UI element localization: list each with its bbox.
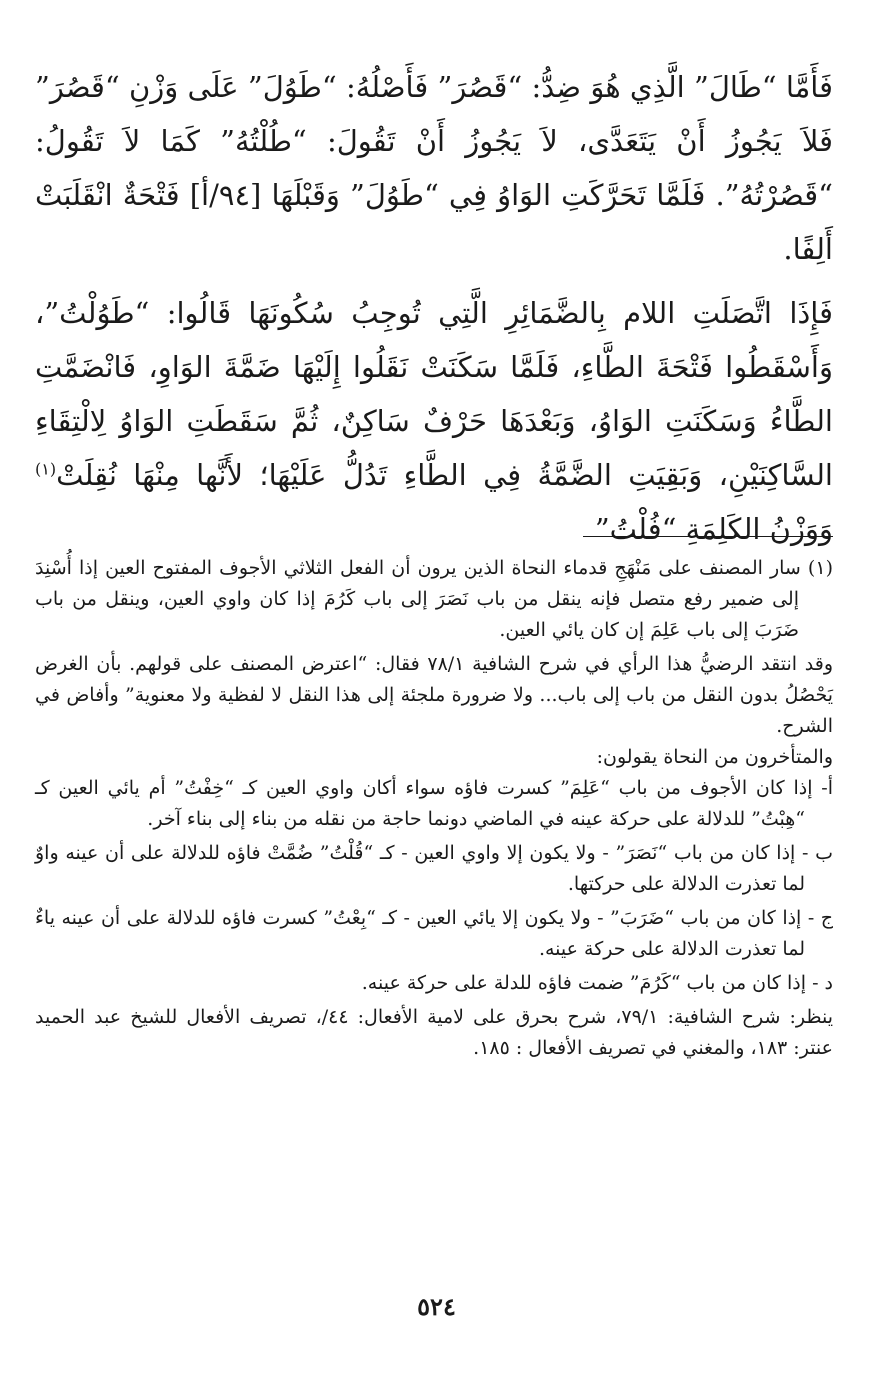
footnote-item-c: ج - إذا كان من باب “ضَرَبَ” - ولا يكون إلا يائي العين - كـ “بِعْتُ” كسرت فاؤه للدلالة على أن عينه ياءٌ لما تعذرت الدلالة على حركة عينه. bbox=[35, 907, 833, 960]
footnote-separator bbox=[583, 536, 833, 537]
footnote-later-grammarians: والمتأخرون من النحاة يقولون: bbox=[596, 746, 833, 768]
page-number: ٥٢٤ bbox=[417, 1292, 456, 1321]
footnote-sources: ينظر: شرح الشافية: ٧٩/١، شرح بحرق على لامية الأفعال: ٤٤/، تصريف الأفعال للشيخ عبد الحميد عنتر: ١٨٣، والمغني في تصريف الأفعال : ١٨٥. bbox=[35, 1006, 833, 1059]
footnotes bbox=[35, 553, 833, 1064]
footnote-item-d: د - إذا كان من باب “كَرُمَ” ضمت فاؤه للدلة على حركة عينه. bbox=[361, 972, 833, 994]
main-paragraph-2-body: فَإِذَا اتَّصَلَتِ اللام بِالضَّمَائِرِ الَّتِي تُوجِبُ سُكُونَهَا قَالُوا: “طَوُلْتُ”، وَأَسْقَطُوا فَتْحَةَ الطَّاءِ، فَلَمَّا سَكَنَتْ نَقَلُوا إِلَيْهَا ضَمَّةَ الوَاوِ، فَانْضَمَّتِ الطَّاءُ وَسَكَنَتِ الوَاوُ، وَبَعْدَهَا حَرْفٌ سَاكِنٌ، ثُمَّ سَقَطَتِ الوَاوُ لِالْتِقَاءِ السَّاكِنَيْنِ، وَبَقِيَتِ الضَّمَّةُ فِي الطَّاءِ تَدُلُّ عَلَيْهَا؛ لأَنَّها مِنْهَا نُقِلَتْ bbox=[35, 296, 833, 492]
footnote-reference: (١) bbox=[35, 459, 57, 479]
footnote-1: (١) سار المصنف على مَنْهَجِ قدماء النحاة الذين يرون أن الفعل الثلاثي الأجوف المفتوح العين إذا أُسْنِدَ إلى ضمير رفع متصل فإنه ينقل من باب نَصَرَ إلى باب كَرُمَ إذا كان واوي العين، وينقل من باب ضَرَبَ إلى باب عَلِمَ إن كان يائي العين. bbox=[35, 557, 833, 641]
footnote-critique: وقد انتقد الرضيُّ هذا الرأي في شرح الشافية ٧٨/١ فقال: “اعترض المصنف على قولهم. بأن الغرض يَحْصُلُ بدون النقل من باب إلى باب... ولا ضرورة ملجئة إلى هذا النقل لا لفظية ولا معنوية” وأفاض في الشرح. bbox=[35, 653, 833, 737]
main-text bbox=[35, 60, 833, 563]
main-paragraph-1: فَأَمَّا “طَالَ” الَّذِي هُوَ ضِدُّ: “قَصُرَ” فَأَصْلُهُ: “طَوُلَ” عَلَى وَزْنِ “قَصُرَ” فَلاَ يَجُوزُ أَنْ يَتَعَدَّى، لاَ يَجُوزُ أَنْ تَقُولَ: “طُلْتُهُ” كَمَا لاَ تَقُولُ: “قَصُرْتُهُ”. فَلَمَّا تَحَرَّكَتِ الوَاوُ فِي “طَوُلَ” وَقَبْلَهَا [٩٤/أ] فَتْحَةٌ انْقَلَبَتْ أَلِفًا. bbox=[35, 70, 833, 266]
main-paragraph-2-end: وَوَزْنُ الكَلِمَةِ “فُلْتُ” bbox=[594, 512, 833, 546]
main-paragraph-2 bbox=[35, 286, 833, 556]
footnote-item-a: أ- إذا كان الأجوف من باب “عَلِمَ” كسرت فاؤه سواء أكان واوي العين كـ “خِفْتُ” أم يائي العين كـ “هِبْتُ” للدلالة على حركة عينه في الماضي دونما حاجة من نقله من بناء إلى بناء آخر. bbox=[35, 777, 833, 830]
footnote-item-b: ب - إذا كان من باب “نَصَرَ” - ولا يكون إلا واوي العين - كـ “قُلْتُ” ضُمَّتْ فاؤه للدلالة على أن عينه واوٌ لما تعذرت الدلالة على حركتها. bbox=[35, 842, 833, 895]
